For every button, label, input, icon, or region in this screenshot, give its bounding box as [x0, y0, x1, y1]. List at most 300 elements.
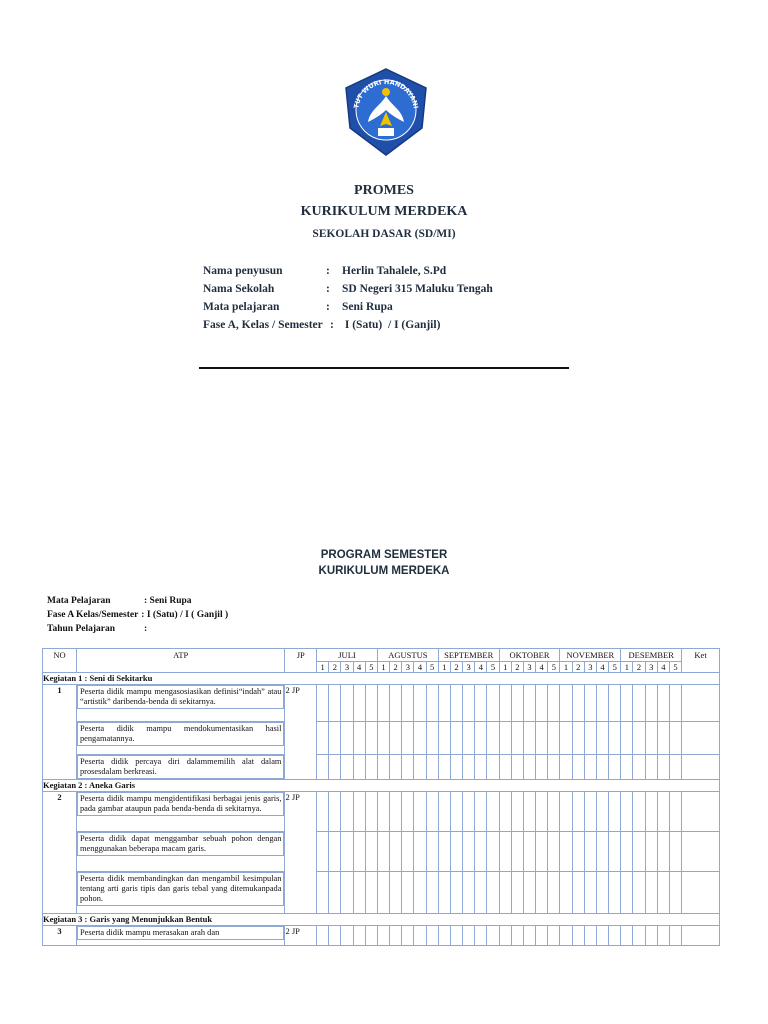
- week-cell[interactable]: [609, 832, 621, 872]
- week-cell[interactable]: [414, 755, 426, 780]
- week-cell[interactable]: [341, 832, 353, 872]
- week-cell[interactable]: [645, 832, 657, 872]
- meta-label: Tahun Pelajaran: [47, 624, 116, 634]
- week-cell[interactable]: [572, 755, 584, 780]
- week-cell[interactable]: [669, 926, 681, 946]
- week-cell[interactable]: [548, 792, 560, 832]
- week-cell[interactable]: [536, 722, 548, 755]
- week-cell[interactable]: [353, 832, 365, 872]
- week-cell[interactable]: [450, 755, 462, 780]
- week-cell[interactable]: [377, 722, 389, 755]
- cover-info: [203, 262, 493, 334]
- ket-cell[interactable]: [682, 872, 720, 914]
- atp-text: Peserta didik mampu mendokumentasikan hasil pengamatannya.: [77, 722, 284, 746]
- week-cell[interactable]: [438, 755, 450, 780]
- week-cell[interactable]: [609, 926, 621, 946]
- week-cell[interactable]: [621, 685, 633, 722]
- week-cell[interactable]: [329, 792, 341, 832]
- week-cell[interactable]: [365, 832, 377, 872]
- week-cell[interactable]: [523, 792, 535, 832]
- week-cell[interactable]: [426, 926, 438, 946]
- week-cell[interactable]: [499, 926, 511, 946]
- week-cell[interactable]: [633, 792, 645, 832]
- week-cell[interactable]: [609, 685, 621, 722]
- week-cell[interactable]: [377, 755, 389, 780]
- week-cell[interactable]: [353, 792, 365, 832]
- info-value: I (Satu) / I (Ganjil): [342, 319, 441, 331]
- week-cell[interactable]: [426, 685, 438, 722]
- week-cell[interactable]: [475, 755, 487, 780]
- semester-program-table: [42, 648, 720, 946]
- week-cell[interactable]: [341, 792, 353, 832]
- week-cell[interactable]: [390, 792, 402, 832]
- week-cell[interactable]: [487, 872, 499, 914]
- week-cell[interactable]: [633, 926, 645, 946]
- week-cell[interactable]: [536, 755, 548, 780]
- week-cell[interactable]: [317, 872, 329, 914]
- week-cell[interactable]: [572, 832, 584, 872]
- week-cell[interactable]: [669, 872, 681, 914]
- header-atp: ATP: [76, 649, 284, 673]
- week-number: 3: [402, 662, 414, 673]
- week-number: 1: [621, 662, 633, 673]
- week-cell[interactable]: [475, 832, 487, 872]
- week-cell[interactable]: [499, 872, 511, 914]
- week-number: 3: [463, 662, 475, 673]
- week-cell[interactable]: [584, 722, 596, 755]
- header-month: DESEMBER: [621, 649, 682, 662]
- header-month: NOVEMBER: [560, 649, 621, 662]
- week-cell[interactable]: [499, 755, 511, 780]
- week-cell[interactable]: [365, 755, 377, 780]
- week-cell[interactable]: [584, 926, 596, 946]
- ket-cell[interactable]: [682, 685, 720, 722]
- header-month: JULI: [317, 649, 378, 662]
- week-cell[interactable]: [657, 832, 669, 872]
- week-cell[interactable]: [390, 755, 402, 780]
- week-cell[interactable]: [402, 926, 414, 946]
- info-value: Herlin Tahalele, S.Pd: [342, 265, 447, 277]
- week-cell[interactable]: [329, 832, 341, 872]
- meta-value: :: [144, 624, 148, 634]
- week-cell[interactable]: [536, 685, 548, 722]
- week-cell[interactable]: [402, 755, 414, 780]
- week-cell[interactable]: [560, 832, 572, 872]
- jp-value: 2 JP: [285, 926, 317, 946]
- header-jp: JP: [285, 649, 317, 673]
- week-cell[interactable]: [450, 926, 462, 946]
- week-cell[interactable]: [621, 722, 633, 755]
- week-cell[interactable]: [353, 872, 365, 914]
- week-cell[interactable]: [499, 792, 511, 832]
- week-cell[interactable]: [523, 872, 535, 914]
- week-cell[interactable]: [463, 755, 475, 780]
- week-cell[interactable]: [365, 792, 377, 832]
- atp-cell: [76, 755, 284, 780]
- week-cell[interactable]: [596, 722, 608, 755]
- week-cell[interactable]: [609, 792, 621, 832]
- header-month: OKTOBER: [499, 649, 560, 662]
- header-no: NO: [43, 649, 77, 673]
- header-month: SEPTEMBER: [438, 649, 499, 662]
- week-number: 4: [353, 662, 365, 673]
- week-cell[interactable]: [621, 792, 633, 832]
- week-cell[interactable]: [390, 685, 402, 722]
- week-number: 1: [317, 662, 329, 673]
- week-cell[interactable]: [450, 792, 462, 832]
- week-cell[interactable]: [365, 872, 377, 914]
- info-row-sekolah: [203, 280, 493, 298]
- week-number: 1: [499, 662, 511, 673]
- week-cell[interactable]: [657, 722, 669, 755]
- week-cell[interactable]: [560, 722, 572, 755]
- meta-label: Mata Pelajaran: [47, 596, 111, 606]
- week-cell[interactable]: [572, 792, 584, 832]
- week-number: 3: [341, 662, 353, 673]
- week-cell[interactable]: [645, 685, 657, 722]
- week-cell[interactable]: [536, 926, 548, 946]
- info-sep: :: [330, 319, 334, 331]
- week-cell[interactable]: [584, 755, 596, 780]
- week-cell[interactable]: [317, 926, 329, 946]
- week-cell[interactable]: [511, 792, 523, 832]
- week-cell[interactable]: [414, 926, 426, 946]
- week-cell[interactable]: [390, 872, 402, 914]
- week-number: 5: [548, 662, 560, 673]
- kegiatan-row: [43, 780, 720, 792]
- week-cell[interactable]: [548, 722, 560, 755]
- week-cell[interactable]: [621, 872, 633, 914]
- week-cell[interactable]: [487, 685, 499, 722]
- week-cell[interactable]: [414, 722, 426, 755]
- info-label: Nama Sekolah: [203, 283, 275, 295]
- week-cell[interactable]: [499, 722, 511, 755]
- atp-text: Peserta didik dapat menggambar sebuah pohon dengan menggunakan beberapa macam garis.: [77, 832, 284, 856]
- week-number: 5: [669, 662, 681, 673]
- atp-cell: [76, 926, 284, 946]
- atp-row: [43, 685, 720, 722]
- week-cell[interactable]: [572, 926, 584, 946]
- week-cell[interactable]: [377, 792, 389, 832]
- week-cell[interactable]: [657, 872, 669, 914]
- week-cell[interactable]: [365, 926, 377, 946]
- kegiatan-title: Kegiatan 2 : Aneka Garis: [43, 780, 720, 792]
- school-level: SEKOLAH DASAR (SD/MI): [312, 228, 456, 240]
- header-month: AGUSTUS: [377, 649, 438, 662]
- week-cell[interactable]: [511, 926, 523, 946]
- week-number: 1: [560, 662, 572, 673]
- week-cell[interactable]: [463, 926, 475, 946]
- info-sep: :: [326, 301, 330, 313]
- week-cell[interactable]: [669, 755, 681, 780]
- week-cell[interactable]: [511, 872, 523, 914]
- week-number: 4: [596, 662, 608, 673]
- week-cell[interactable]: [341, 926, 353, 946]
- week-cell[interactable]: [341, 722, 353, 755]
- week-cell[interactable]: [596, 792, 608, 832]
- week-cell[interactable]: [341, 755, 353, 780]
- week-cell[interactable]: [438, 832, 450, 872]
- week-cell[interactable]: [377, 685, 389, 722]
- ket-cell[interactable]: [682, 722, 720, 755]
- kegiatan-row: [43, 673, 720, 685]
- week-cell[interactable]: [317, 755, 329, 780]
- week-cell[interactable]: [426, 792, 438, 832]
- week-cell[interactable]: [402, 722, 414, 755]
- week-cell[interactable]: [536, 832, 548, 872]
- week-cell[interactable]: [584, 685, 596, 722]
- week-cell[interactable]: [353, 722, 365, 755]
- week-cell[interactable]: [450, 722, 462, 755]
- week-cell[interactable]: [329, 722, 341, 755]
- week-cell[interactable]: [511, 722, 523, 755]
- week-cell[interactable]: [669, 792, 681, 832]
- kegiatan-title: Kegiatan 3 : Garis yang Menunjukkan Bentuk: [43, 914, 720, 926]
- week-number: 3: [584, 662, 596, 673]
- info-value: SD Negeri 315 Maluku Tengah: [342, 283, 493, 295]
- week-number: 4: [657, 662, 669, 673]
- week-cell[interactable]: [548, 755, 560, 780]
- week-cell[interactable]: [560, 872, 572, 914]
- week-cell[interactable]: [377, 926, 389, 946]
- week-cell[interactable]: [329, 926, 341, 946]
- week-cell[interactable]: [475, 872, 487, 914]
- week-cell[interactable]: [560, 685, 572, 722]
- week-cell[interactable]: [377, 872, 389, 914]
- atp-row: [43, 832, 720, 872]
- week-cell[interactable]: [414, 792, 426, 832]
- week-number: 3: [523, 662, 535, 673]
- header-row: [43, 649, 720, 662]
- week-cell[interactable]: [596, 926, 608, 946]
- week-number: 5: [487, 662, 499, 673]
- week-cell[interactable]: [353, 926, 365, 946]
- week-cell[interactable]: [596, 872, 608, 914]
- week-cell[interactable]: [365, 685, 377, 722]
- week-cell[interactable]: [390, 722, 402, 755]
- meta-value: : Seni Rupa: [144, 596, 192, 606]
- week-cell[interactable]: [463, 872, 475, 914]
- row-number: 3: [43, 926, 77, 946]
- info-label: Nama penyusun: [203, 265, 283, 277]
- week-cell[interactable]: [523, 832, 535, 872]
- week-cell[interactable]: [487, 832, 499, 872]
- atp-text: Peserta didik membandingkan dan mengambil kesimpulan tentang arti garis tipis dan garis tebal yang ditemukanpada pohon.: [77, 872, 284, 906]
- week-cell[interactable]: [463, 792, 475, 832]
- week-cell[interactable]: [560, 926, 572, 946]
- week-cell[interactable]: [584, 792, 596, 832]
- ket-cell[interactable]: [682, 792, 720, 832]
- week-cell[interactable]: [596, 832, 608, 872]
- week-cell[interactable]: [621, 755, 633, 780]
- week-number: 1: [438, 662, 450, 673]
- week-cell[interactable]: [657, 792, 669, 832]
- week-cell[interactable]: [402, 792, 414, 832]
- ket-cell[interactable]: [682, 926, 720, 946]
- week-cell[interactable]: [657, 755, 669, 780]
- week-cell[interactable]: [499, 832, 511, 872]
- week-cell[interactable]: [426, 832, 438, 872]
- week-cell[interactable]: [487, 755, 499, 780]
- week-cell[interactable]: [353, 685, 365, 722]
- week-cell[interactable]: [377, 832, 389, 872]
- atp-text: Peserta didik percaya diri dalammemilih alat dalam prosesdalam berkreasi.: [77, 755, 284, 779]
- week-cell[interactable]: [390, 926, 402, 946]
- week-cell[interactable]: [645, 755, 657, 780]
- divider-line: [199, 367, 569, 369]
- week-cell[interactable]: [523, 722, 535, 755]
- week-cell[interactable]: [584, 872, 596, 914]
- week-cell[interactable]: [536, 792, 548, 832]
- week-cell[interactable]: [548, 832, 560, 872]
- atp-row: [43, 872, 720, 914]
- week-cell[interactable]: [390, 832, 402, 872]
- week-cell[interactable]: [669, 832, 681, 872]
- week-cell[interactable]: [365, 722, 377, 755]
- week-cell[interactable]: [633, 832, 645, 872]
- week-cell[interactable]: [523, 755, 535, 780]
- week-cell[interactable]: [572, 722, 584, 755]
- week-cell[interactable]: [475, 926, 487, 946]
- kegiatan-title: Kegiatan 1 : Seni di Sekitarku: [43, 673, 720, 685]
- week-cell[interactable]: [341, 872, 353, 914]
- week-cell[interactable]: [426, 722, 438, 755]
- svg-text:TUT WURI HANDAYANI: TUT WURI HANDAYANI: [352, 77, 420, 110]
- week-number: 3: [645, 662, 657, 673]
- week-cell[interactable]: [548, 926, 560, 946]
- week-cell[interactable]: [645, 792, 657, 832]
- atp-text: Peserta didik mampu mengasosiasikan definisi“indah” atau “artistik” daribenda-benda di sekitarnya.: [77, 685, 284, 709]
- week-cell[interactable]: [341, 685, 353, 722]
- week-cell[interactable]: [633, 872, 645, 914]
- week-cell[interactable]: [317, 792, 329, 832]
- week-cell[interactable]: [669, 722, 681, 755]
- ket-cell[interactable]: [682, 832, 720, 872]
- week-cell[interactable]: [645, 926, 657, 946]
- week-cell[interactable]: [645, 722, 657, 755]
- week-cell[interactable]: [353, 755, 365, 780]
- week-number: 2: [329, 662, 341, 673]
- week-cell[interactable]: [402, 685, 414, 722]
- week-cell[interactable]: [584, 832, 596, 872]
- week-cell[interactable]: [548, 872, 560, 914]
- week-cell[interactable]: [609, 722, 621, 755]
- atp-cell: [76, 722, 284, 755]
- week-cell[interactable]: [511, 685, 523, 722]
- week-cell[interactable]: [450, 832, 462, 872]
- week-cell[interactable]: [317, 722, 329, 755]
- jp-value: 2 JP: [285, 685, 317, 780]
- week-cell[interactable]: [487, 792, 499, 832]
- week-cell[interactable]: [475, 722, 487, 755]
- week-cell[interactable]: [621, 926, 633, 946]
- week-cell[interactable]: [523, 685, 535, 722]
- week-cell[interactable]: [633, 722, 645, 755]
- atp-row: [43, 722, 720, 755]
- program-meta: [47, 594, 228, 636]
- week-cell[interactable]: [633, 755, 645, 780]
- week-cell[interactable]: [438, 926, 450, 946]
- week-cell[interactable]: [609, 872, 621, 914]
- week-cell[interactable]: [669, 685, 681, 722]
- week-cell[interactable]: [560, 755, 572, 780]
- week-cell[interactable]: [657, 926, 669, 946]
- week-number: 5: [365, 662, 377, 673]
- week-number: 2: [450, 662, 462, 673]
- program-subtitle: KURIKULUM MERDEKA: [318, 565, 450, 577]
- ket-cell[interactable]: [682, 755, 720, 780]
- week-cell[interactable]: [414, 832, 426, 872]
- week-cell[interactable]: [329, 755, 341, 780]
- week-cell[interactable]: [402, 872, 414, 914]
- week-cell[interactable]: [487, 926, 499, 946]
- week-cell[interactable]: [463, 722, 475, 755]
- week-cell[interactable]: [438, 872, 450, 914]
- week-cell[interactable]: [487, 722, 499, 755]
- atp-cell: [76, 685, 284, 722]
- info-row-penyusun: [203, 262, 493, 280]
- week-cell[interactable]: [414, 685, 426, 722]
- week-cell[interactable]: [572, 685, 584, 722]
- week-cell[interactable]: [560, 792, 572, 832]
- week-cell[interactable]: [633, 685, 645, 722]
- atp-row: [43, 792, 720, 832]
- week-cell[interactable]: [450, 685, 462, 722]
- atp-cell: [76, 792, 284, 832]
- week-cell[interactable]: [596, 685, 608, 722]
- week-number: 2: [572, 662, 584, 673]
- week-cell[interactable]: [438, 685, 450, 722]
- week-cell[interactable]: [548, 685, 560, 722]
- week-cell[interactable]: [426, 755, 438, 780]
- week-cell[interactable]: [463, 832, 475, 872]
- week-cell[interactable]: [511, 755, 523, 780]
- week-cell[interactable]: [317, 685, 329, 722]
- week-cell[interactable]: [450, 872, 462, 914]
- week-cell[interactable]: [329, 872, 341, 914]
- meta-row: [47, 608, 228, 622]
- week-cell[interactable]: [536, 872, 548, 914]
- week-cell[interactable]: [329, 685, 341, 722]
- week-number: 4: [475, 662, 487, 673]
- week-cell[interactable]: [475, 685, 487, 722]
- week-cell[interactable]: [499, 685, 511, 722]
- program-title: PROGRAM SEMESTER: [320, 549, 448, 561]
- row-number: 2: [43, 792, 77, 914]
- cover-subtitle: KURIKULUM MERDEKA: [300, 204, 468, 219]
- week-cell[interactable]: [523, 926, 535, 946]
- week-cell[interactable]: [475, 792, 487, 832]
- info-row-mapel: [203, 298, 493, 316]
- week-cell[interactable]: [609, 755, 621, 780]
- week-cell[interactable]: [596, 755, 608, 780]
- week-cell[interactable]: [572, 872, 584, 914]
- week-cell[interactable]: [621, 832, 633, 872]
- week-cell[interactable]: [463, 685, 475, 722]
- week-cell[interactable]: [426, 872, 438, 914]
- info-label: Fase A, Kelas / Semester: [203, 319, 323, 331]
- week-cell[interactable]: [414, 872, 426, 914]
- week-cell[interactable]: [645, 872, 657, 914]
- week-cell[interactable]: [438, 722, 450, 755]
- atp-cell: [76, 832, 284, 872]
- meta-value: : I (Satu) / I ( Ganjil ): [141, 610, 229, 620]
- week-cell[interactable]: [511, 832, 523, 872]
- week-cell[interactable]: [317, 832, 329, 872]
- week-cell[interactable]: [438, 792, 450, 832]
- week-cell[interactable]: [657, 685, 669, 722]
- week-cell[interactable]: [402, 832, 414, 872]
